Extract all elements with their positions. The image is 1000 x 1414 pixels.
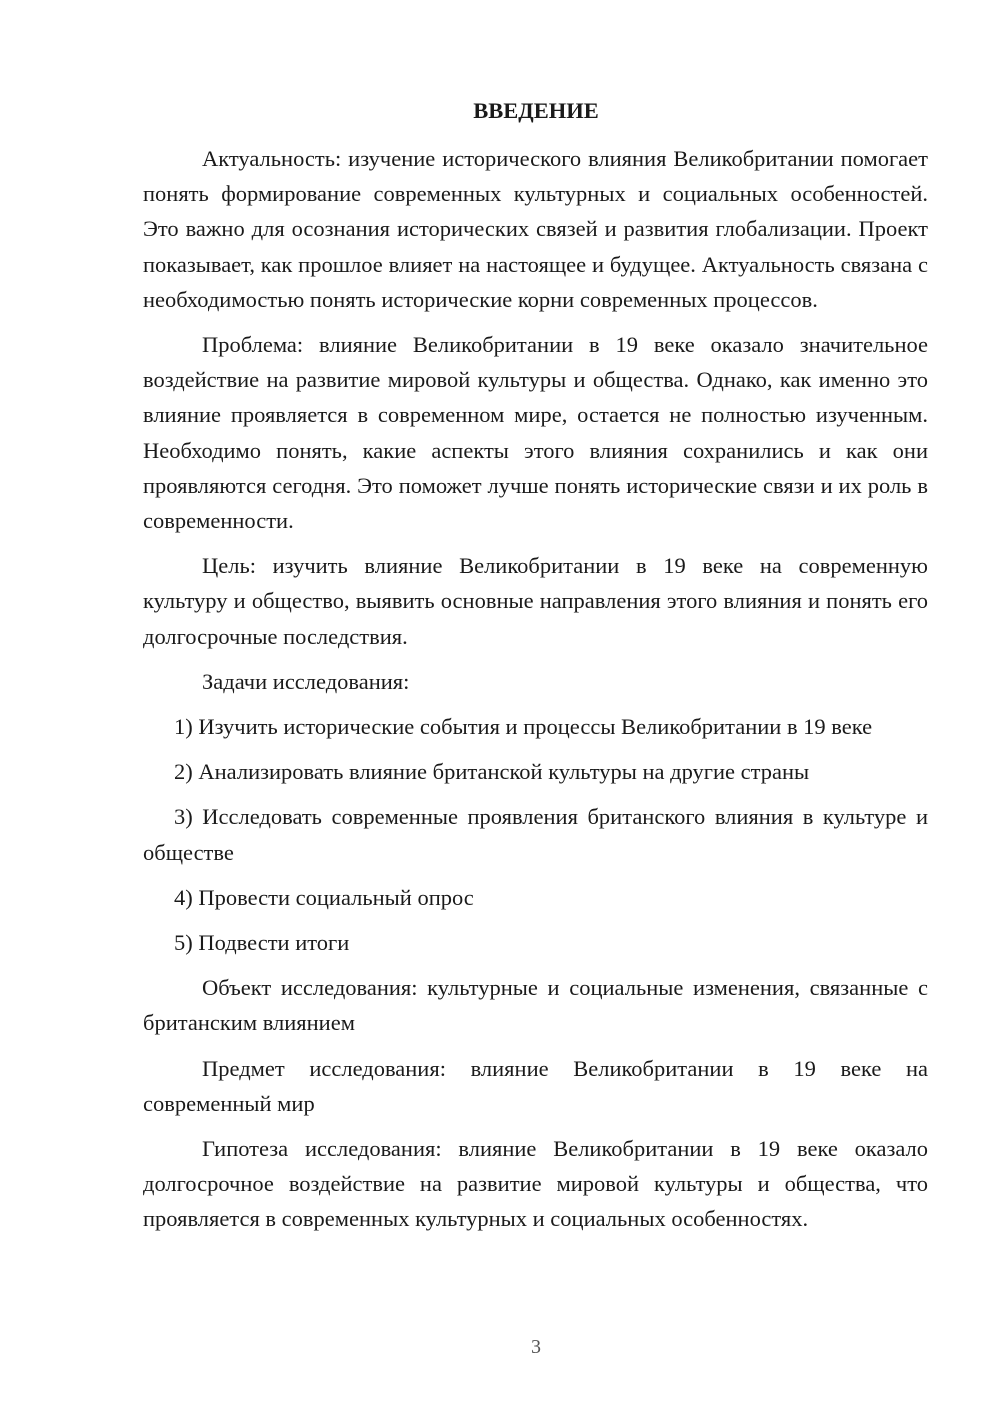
paragraph-problem: Проблема: влияние Великобритании в 19 веке оказало значительное воздействие на развитие мировой культуры и общества. Однако, как именно это влияние проявляется в современном мире, остается не полностью изученным. Необходимо понять, какие аспекты этого влияния сохранились и как они проявляются сегодня. Это поможет лучше понять исторические связи и их роль в современности. [143, 332, 928, 534]
paragraph-subject: Предмет исследования: влияние Великобритании в 19 веке на современный мир [143, 1055, 928, 1116]
paragraph-hypothesis: Гипотеза исследования: влияние Великобритании в 19 веке оказало долгосрочное воздействие на развитие мировой культуры и общества, что проявляется в современных культурных и социальных особенностях. [143, 1136, 928, 1232]
section-title: ВВЕДЕНИЕ [473, 98, 599, 123]
task-item-2: 2) Анализировать влияние британской культуры на другие страны [174, 759, 810, 785]
page-number: 3 [531, 1336, 541, 1358]
paragraph-goal: Цель: изучить влияние Великобритании в 19 веке на современную культуру и общество, выявить основные направления этого влияния и понять его долгосрочные последствия. [143, 553, 928, 649]
document-body [143, 141, 928, 1237]
task-item-3: 3) Исследовать современные проявления британского влияния в культуре и обществе [143, 804, 928, 865]
paragraph-relevance: Актуальность: изучение исторического влияния Великобритании помогает понять формирование современных культурных и социальных особенностей. Это важно для осознания исторических связей и развития глобализации. Проект показывает, как прошлое влияет на настоящее и будущее. Актуальность связана с необходимостью понять исторические корни современных процессов. [143, 146, 928, 312]
task-item-4: 4) Провести социальный опрос [174, 884, 474, 910]
paragraph-tasks-heading: Задачи исследования: [202, 668, 410, 694]
task-item-5: 5) Подвести итоги [174, 930, 350, 956]
paragraph-object: Объект исследования: культурные и социальные изменения, связанные с британским влиянием [143, 975, 928, 1036]
task-item-1: 1) Изучить исторические события и процессы Великобритании в 19 веке [174, 714, 873, 740]
